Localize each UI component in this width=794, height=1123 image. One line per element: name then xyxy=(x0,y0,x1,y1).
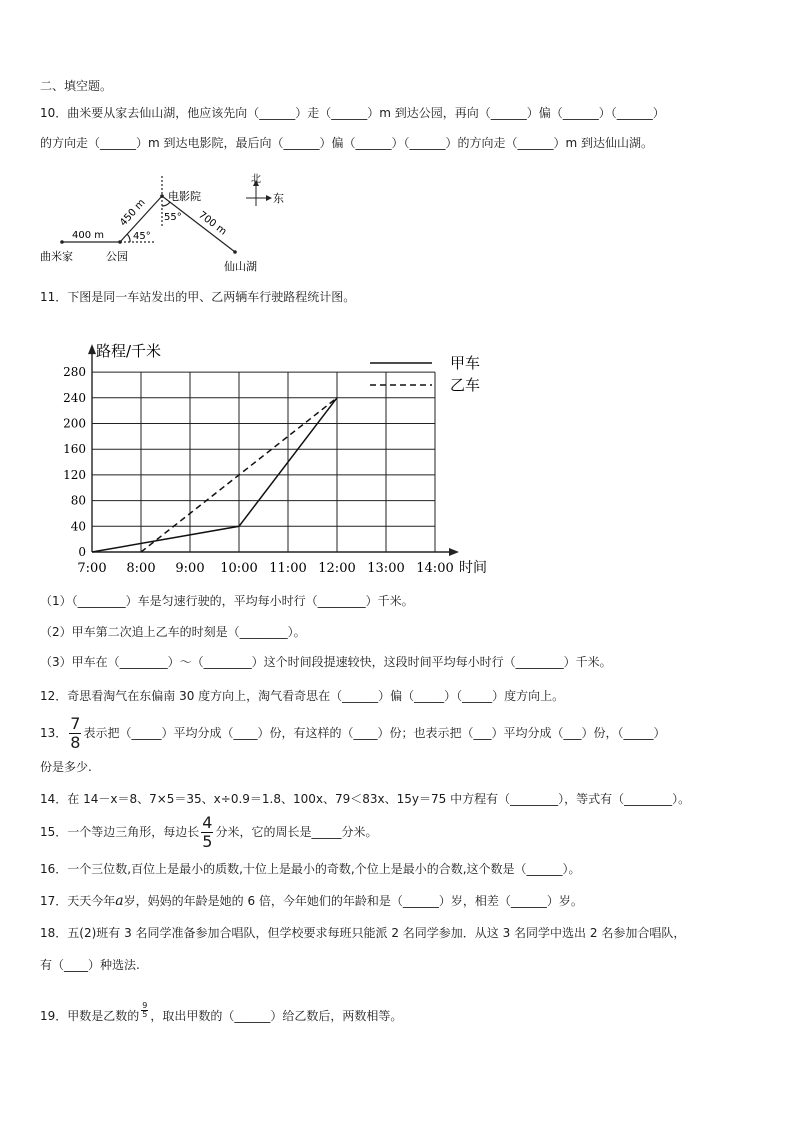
question-15-text-after: 分米，它的周长是_____分米。 xyxy=(215,825,378,839)
label-park: 公园 xyxy=(106,250,128,263)
y-axis-arrow xyxy=(88,344,96,354)
y-tick-label: 80 xyxy=(70,493,86,508)
question-10-line-2: 的方向走（______）m 到达电影院，最后向（______）偏（______）（______）的方向走（______）m 到达仙山湖。 xyxy=(40,136,654,150)
question-13-line-1 xyxy=(40,715,665,752)
fraction-numerator: 4 xyxy=(202,813,213,832)
question-13-number: 13． xyxy=(40,726,68,740)
x-tick-label: 8:00 xyxy=(126,561,156,576)
x-tick-label: 12:00 xyxy=(318,561,356,576)
question-11-sub-3: （3）甲车在（________）～（________）这个时间段提速较快，这段时间平均每小时行（________）千米。 xyxy=(40,655,612,669)
distance-label-450: 450 m xyxy=(118,197,148,229)
x-tick-label: 9:00 xyxy=(175,561,205,576)
lake-point xyxy=(233,250,237,254)
x-axis-label: 时间 xyxy=(459,560,487,576)
y-tick-label: 280 xyxy=(63,365,86,380)
label-home: 曲米家 xyxy=(40,250,73,263)
question-17 xyxy=(40,893,583,909)
route-map-diagram xyxy=(30,168,300,278)
fraction-denominator: 5 xyxy=(142,1010,148,1019)
home-point xyxy=(60,240,64,244)
x-tick-label: 13:00 xyxy=(367,561,405,576)
legend-label-1: 甲车 xyxy=(450,354,481,372)
label-cinema: 电影院 xyxy=(168,190,201,203)
question-11-sub-1: （1）（________）车是匀速行驶的，平均每小时行（________）千米。 xyxy=(40,594,414,608)
distance-line-chart xyxy=(40,335,560,580)
y-tick-label: 240 xyxy=(63,390,86,405)
x-axis-arrow xyxy=(449,548,459,556)
x-tick-label: 10:00 xyxy=(220,561,258,576)
section-heading: 二、填空题。 xyxy=(40,79,113,93)
fraction-numerator: 7 xyxy=(70,714,81,733)
compass-north-label: 北 xyxy=(251,174,261,185)
question-19 xyxy=(40,1002,402,1026)
variable-a: a xyxy=(115,893,124,909)
x-tick-label: 11:00 xyxy=(269,561,307,576)
question-17-text-before: 17．天天今年 xyxy=(40,894,116,908)
question-18-line-2: 有（____）种选法. xyxy=(40,958,140,972)
question-13-text: 表示把（_____）平均分成（____）份，有这样的（____）份；也表示把（___）平均分成（___）份，（_____） xyxy=(83,726,666,740)
label-lake: 仙山湖 xyxy=(224,260,257,273)
park-point xyxy=(118,240,122,244)
question-10-line-1: 10．曲米要从家去仙山湖，他应该先向（______）走（______）m 到达公园，再向（______）偏（______）（______） xyxy=(40,106,665,120)
question-17-text-after: 岁，妈妈的年龄是她的 6 倍，今年她们的年龄和是（______）岁，相差（______）岁。 xyxy=(123,894,583,908)
y-tick-label: 40 xyxy=(70,519,86,534)
fraction-denominator: 5 xyxy=(202,832,213,851)
question-13-line-2: 份是多少. xyxy=(40,760,92,774)
question-15 xyxy=(40,813,377,851)
y-tick-label: 120 xyxy=(63,467,86,482)
distance-label-700: 700 m xyxy=(196,209,229,238)
compass-east-label: 东 xyxy=(273,192,284,205)
question-19-text-before: 19．甲数是乙数的 xyxy=(40,1009,140,1023)
angle-arc-45 xyxy=(127,234,130,242)
angle-label-55: 55° xyxy=(164,212,182,223)
question-11-text: 11．下图是同一车站发出的甲、乙两辆车行驶路程统计图。 xyxy=(40,290,356,304)
cinema-point xyxy=(160,194,164,198)
fraction-denominator: 8 xyxy=(70,733,81,752)
fraction-nine-fifths xyxy=(141,1002,148,1019)
distance-label-400: 400 m xyxy=(72,230,105,241)
y-tick-label: 200 xyxy=(63,416,86,431)
question-14: 14．在 14－x＝8、7×5＝35、x÷0.9＝1.8、100x、79＜83x、15y＝75 中方程有（________），等式有（________）。 xyxy=(40,792,691,806)
y-axis-label: 路程/千米 xyxy=(96,342,162,361)
fraction-seven-eighths xyxy=(69,715,81,752)
fraction-numerator: 9 xyxy=(142,1001,148,1010)
angle-label-45: 45° xyxy=(133,231,151,242)
question-11-sub-2: （2）甲车第二次追上乙车的时刻是（________）。 xyxy=(40,625,306,639)
question-16: 16．一个三位数,百位上是最小的质数,十位上是最小的奇数,个位上是最小的合数,这个数是（______）。 xyxy=(40,862,581,876)
y-tick-label: 0 xyxy=(78,545,86,559)
legend-label-2: 乙车 xyxy=(450,376,481,394)
route-segment-cinema-lake xyxy=(162,196,235,252)
question-12: 12．奇思看淘气在东偏南 30 度方向上，淘气看奇思在（______）偏（_____）（_____）度方向上。 xyxy=(40,689,565,703)
y-tick-label: 160 xyxy=(63,442,86,457)
question-15-text-before: 15．一个等边三角形，每边长 xyxy=(40,825,200,839)
x-tick-label: 14:00 xyxy=(416,561,454,576)
question-19-text-after: ，取出甲数的（______）给乙数后，两数相等。 xyxy=(150,1009,403,1023)
question-18-line-1: 18．五(2)班有 3 名同学准备参加合唱队，但学校要求每班只能派 2 名同学参加．从这 3 名同学中选出 2 名参加合唱队， xyxy=(40,926,686,940)
x-tick-label: 7:00 xyxy=(77,561,107,576)
compass-icon xyxy=(246,173,284,206)
fraction-four-fifths xyxy=(201,814,213,851)
